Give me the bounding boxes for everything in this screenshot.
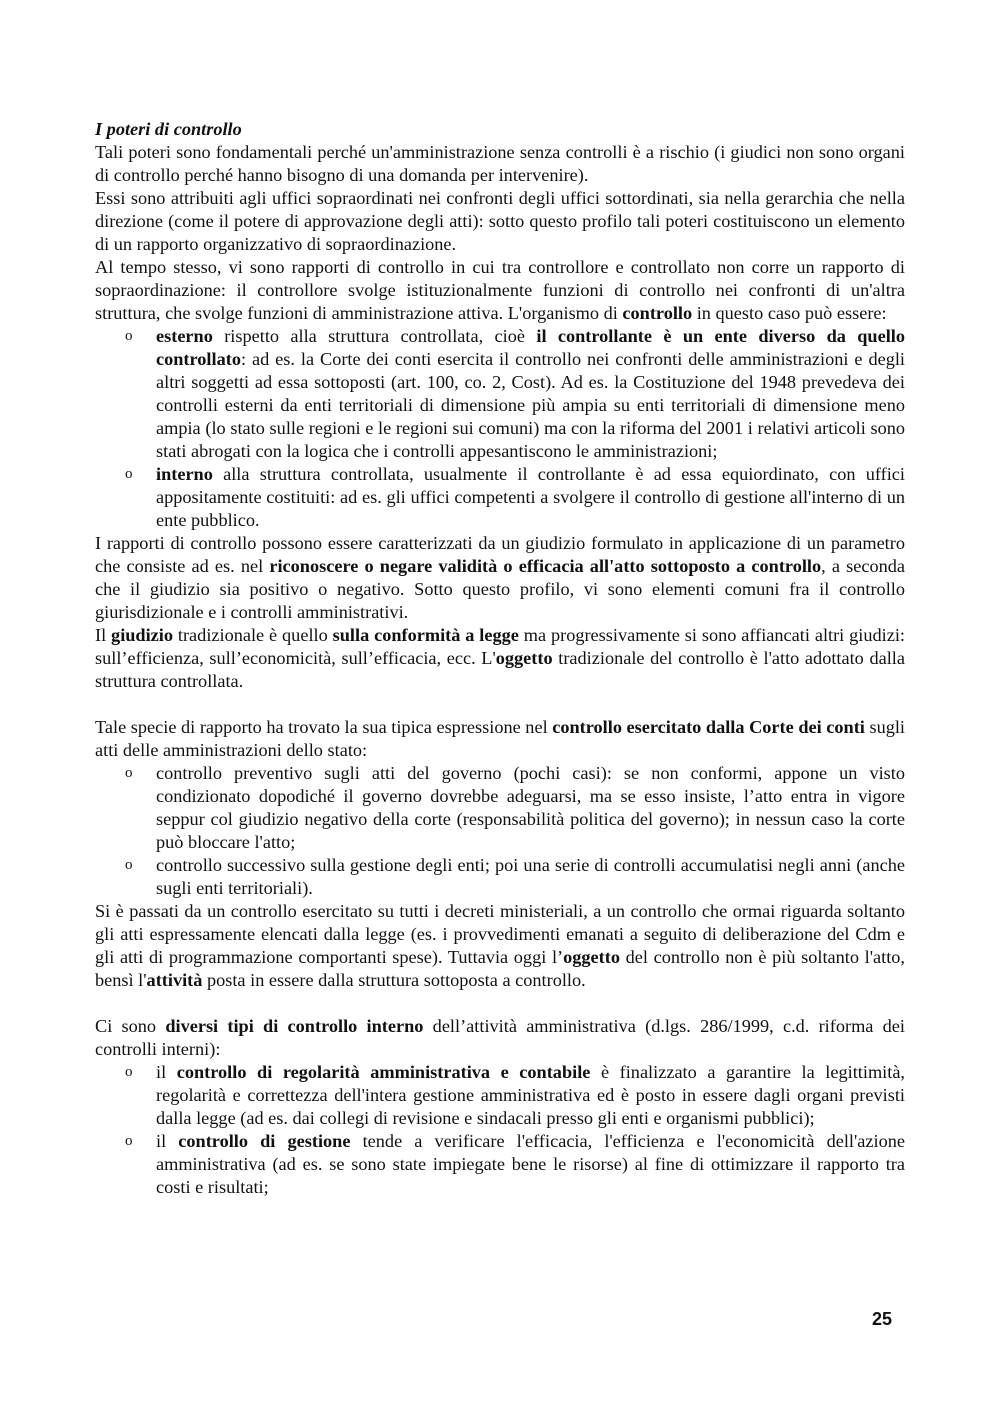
paragraph-1: Tali poteri sono fondamentali perché un'amministrazione senza controlli è a rischio (i giudici non sono organi di controllo perché hanno bisogno di una domanda per intervenire).: [95, 142, 905, 185]
document-body: [95, 118, 905, 1199]
paragraph-7: Si è passati da un controllo esercitato su tutti i decreti ministeriali, a un controllo che ormai riguarda soltanto gli atti espressamente elencati dalla legge (es. i provvedimenti emanati a seguito di deliberazione del Cdm e gli atti di programmazione comportanti spese). Tuttavia oggi l’oggetto del controllo non è più soltanto l'atto, bensì l'attività posta in essere dalla struttura sottoposta a controllo.: [95, 901, 905, 990]
paragraph-6: Tale specie di rapporto ha trovato la sua tipica espressione nel controllo esercitato dalla Corte dei conti sugli atti delle amministrazioni dello stato:: [95, 717, 906, 760]
list-item: o il controllo di regolarità amministrativa e contabile è finalizzato a garantire la legittimità, regolarità e correttezza dell'intera gestione amministrativa ed è posto in essere dagli organi previsti dalla legge (ad es. dai collegi di revisione e sindacali presso gli enti e organismi pubblici);: [125, 1062, 906, 1128]
bullet-icon: o: [125, 857, 133, 873]
paragraph-3: Al tempo stesso, vi sono rapporti di controllo in cui tra controllore e controllato non corre un rapporto di sopraordinazione: il controllore svolge istituzionalmente funzioni di controllo nei confronti di un'altra struttura, che svolge funzioni di amministrazione attiva. L'organismo di controllo in questo caso può essere:: [95, 257, 905, 323]
corte-dei-conti-list: [95, 762, 905, 900]
list-item: o controllo preventivo sugli atti del governo (pochi casi): se non conformi, appone un visto condizionato dopodiché il governo dovrebbe adeguarsi, ma se esso insiste, l’atto entra in vigore seppur col giudizio negativo della corte (responsabilità politica del governo); in nessun caso la corte può bloccare l'atto;: [125, 763, 905, 852]
bullet-icon: o: [125, 1133, 133, 1149]
paragraph-2: Essi sono attribuiti agli uffici sopraordinati nei confronti degli uffici sottordinati, sia nella gerarchia che nella direzione (come il potere di approvazione degli atti): sotto questo profilo tali poteri costituiscono un elemento di un rapporto organizzativo di sopraordinazione.: [95, 188, 905, 254]
paragraph-spacer: [95, 693, 905, 716]
bullet-icon: o: [125, 765, 133, 781]
list-item: o il controllo di gestione tende a verificare l'efficacia, l'efficienza e l'economicità dell'azione amministrativa (ad es. se sono state impiegate bene le risorse) al fine di ottimizzare il rapporto tra costi e risultati;: [125, 1131, 905, 1197]
paragraph-8: Ci sono diversi tipi di controllo interno dell’attività amministrativa (d.lgs. 286/1999, c.d. riforma dei controlli interni):: [95, 1016, 906, 1059]
paragraph-spacer: [95, 992, 905, 1015]
section-heading: I poteri di controllo: [95, 119, 242, 139]
page-number: 25: [872, 1309, 893, 1329]
internal-control-list: [95, 1061, 905, 1199]
paragraph-4: I rapporti di controllo possono essere caratterizzati da un giudizio formulato in applicazione di un parametro che consiste ad es. nel riconoscere o negare validità o efficacia all'atto sottoposto a controllo, a seconda che il giudizio sia positivo o negativo. Sotto questo profilo, vi sono elementi comuni fra il controllo giurisdizionale e i controlli amministrativi.: [95, 533, 905, 622]
list-item: o controllo successivo sulla gestione degli enti; poi una serie di controlli accumulatisi negli anni (anche sugli enti territoriali).: [125, 855, 905, 898]
control-organism-list: [95, 325, 905, 532]
bullet-icon: o: [125, 328, 133, 344]
paragraph-5: Il giudizio tradizionale è quello sulla conformità a legge ma progressivamente si sono affiancati altri giudizi: sull’efficienza, sull’economicità, sull’efficacia, ecc. L'oggetto tradizionale del controllo è l'atto adottato dalla struttura controllata.: [95, 625, 905, 691]
bullet-icon: o: [125, 466, 133, 482]
bullet-icon: o: [125, 1064, 133, 1080]
list-item: o interno alla struttura controllata, usualmente il controllante è ad essa equiordinato, con uffici appositamente costituiti: ad es. gli uffici competenti a svolgere il controllo di gestione all'interno di un ente pubblico.: [125, 464, 905, 530]
list-item: o esterno rispetto alla struttura controllata, cioè il controllante è un ente diverso da quello controllato: ad es. la Corte dei conti esercita il controllo nei confronti delle amministrazioni e degli altri soggetti ad essa sottoposti (art. 100, co. 2, Cost). Ad es. la Costituzione del 1948 prevedeva dei controlli esterni da enti territoriali di dimensione più ampia su enti territoriali di dimensione meno ampia (lo stato sulle regioni e le regioni sui comuni) ma con la riforma del 2001 i relativi articoli sono stati abrogati con la logica che i controlli appesantiscono le amministrazioni;: [125, 326, 905, 461]
